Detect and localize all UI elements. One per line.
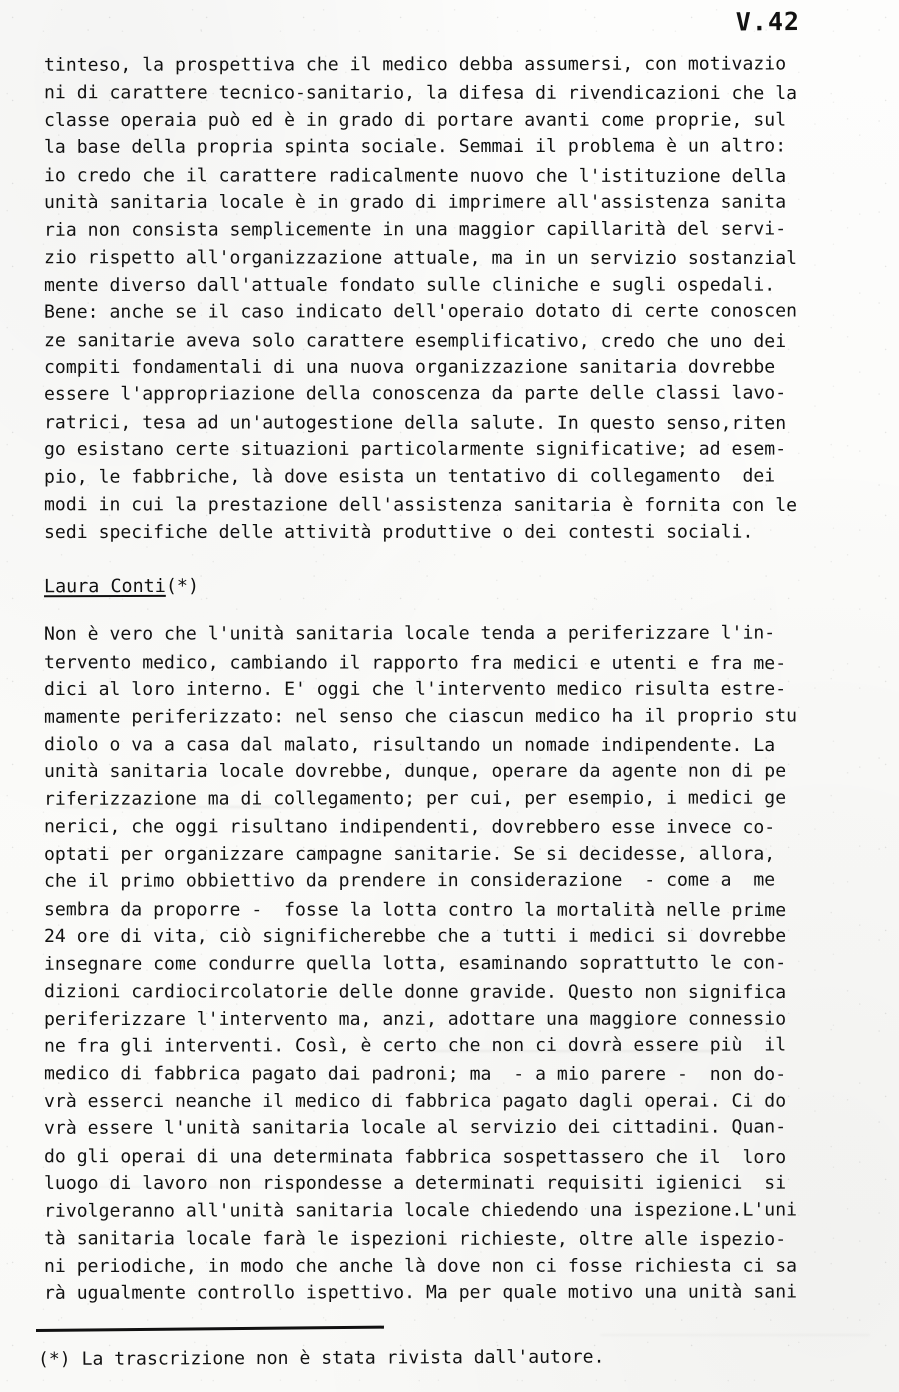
text-line: diolo o va a casa dal malato, risultando un nomade indipendente. La xyxy=(43,734,776,756)
text-line: ne fra gli interventi. Così, è certo che non ci dovrà essere più il xyxy=(43,1034,787,1057)
text-line: dici al loro interno. E' oggi che l'intervento medico risulta estre- xyxy=(43,678,787,701)
text-line: io credo che il carattere radicalmente nuovo che l'istituzione della xyxy=(43,165,787,187)
text-line: mente diverso dall'attuale fondato sulle cliniche e sugli ospedali. xyxy=(43,274,776,296)
scan-smudge xyxy=(600,1334,870,1336)
text-line: luogo di lavoro non rispondesse a determinati requisiti igienici si xyxy=(43,1172,787,1195)
text-line: nerici, che oggi risultano indipendenti, dovrebbero esse invece co- xyxy=(43,816,776,839)
paragraph-laura-conti-speech xyxy=(44,621,865,1307)
text-line: unità sanitaria locale dovrebbe, dunque, operare da agente non di pe xyxy=(43,761,787,783)
text-line: tinteso, la prospettiva che il medico debba assumersi, con motivazio xyxy=(43,53,787,76)
speaker-heading xyxy=(44,571,865,601)
text-line: go esistano certe situazioni particolarmente significative; ad esem- xyxy=(43,438,787,461)
text-line: ze sanitarie aveva solo carattere esemplificativo, credo che uno dei xyxy=(43,329,787,352)
text-line: compiti fondamentali di una nuova organizzazione sanitaria dovrebbe xyxy=(43,356,776,378)
speaker-name: Laura Conti xyxy=(43,576,166,598)
text-line: la base della propria spinta sociale. Semmai il problema è un altro: xyxy=(43,135,787,159)
text-line: zio rispetto all'organizzazione attuale, ma in un servizio sostanzial xyxy=(43,247,798,270)
text-line: vrà esserci neanche il medico di fabbrica pagato dagli operai. Ci do xyxy=(43,1090,787,1112)
text-line: tervento medico, cambiando il rapporto fra medici e utenti e fra me- xyxy=(43,651,787,674)
footnote-separator-rule xyxy=(36,1326,384,1332)
text-line: Bene: anche se il caso indicato dell'operaio dotato di certe conoscen xyxy=(43,300,798,323)
text-line: sedi specifiche delle attività produttive o dei contesti sociali. xyxy=(43,521,754,543)
text-line: do gli operai di una determinata fabbrica sospettassero che il loro xyxy=(43,1146,787,1168)
text-line: ratrici, tesa ad un'autogestione della salute. In questo senso,riten xyxy=(43,412,787,434)
text-line: dizioni cardiocircolatorie delle donne gravide. Questo non significa xyxy=(43,981,787,1004)
text-line: classe operaia può ed è in grado di portare avanti come proprie, sul xyxy=(43,109,787,131)
text-line: ria non consista semplicemente in una maggior capillarità del servi- xyxy=(43,218,787,241)
footnote-text: (*) La trascrizione non è stata rivista dall'autore. xyxy=(37,1346,605,1370)
page-number: V.42 xyxy=(735,6,801,37)
text-line: insegnare come condurre quella lotta, esaminando soprattutto le con- xyxy=(43,952,787,975)
text-line: che il primo obbiettivo da prendere in considerazione - come a me xyxy=(43,869,776,893)
text-line: sembra da proporre - fosse la lotta contro la mortalità nelle prime xyxy=(43,898,787,921)
text-line: riferizzazione ma di collegamento; per cui, per esempio, i medici ge xyxy=(43,787,787,810)
paragraph-spacer xyxy=(44,546,865,572)
text-line: ni di carattere tecnico-sanitario, la difesa di rivendicazioni che la xyxy=(43,82,798,105)
text-line: Non è vero che l'unità sanitaria locale tenda a periferizzare l'in- xyxy=(43,622,776,645)
text-line: vrà essere l'unità sanitaria locale al servizio dei cittadini. Quan- xyxy=(43,1116,787,1140)
speaker-footnote-marker: (*) xyxy=(165,575,200,598)
text-line: pio, le fabbriche, là dove esista un tentativo di collegamento dei xyxy=(43,465,776,488)
text-line: rà ugualmente controllo ispettivo. Ma per quale motivo una unità sani xyxy=(43,1281,798,1304)
text-line: modi in cui la prestazione dell'assistenza sanitaria è fornita con le xyxy=(43,494,798,517)
text-line: optati per organizzare campagne sanitarie. Se si decidesse, allora, xyxy=(43,843,776,865)
heading-spacer xyxy=(44,599,865,621)
text-line: rivolgeranno all'unità sanitaria locale chiedendo una ispezione.L'uni xyxy=(43,1199,798,1222)
text-line: periferizzare l'intervento ma, anzi, adottare una maggiore connessio xyxy=(43,1008,787,1030)
text-line: essere l'appropriazione della conoscenza da parte delle classi lavo- xyxy=(43,382,787,406)
paragraph-continued-speech xyxy=(44,52,865,546)
text-line: mamente periferizzato: nel senso che ciascun medico ha il proprio stu xyxy=(43,705,798,728)
text-line: tà sanitaria locale farà le ispezioni richieste, oltre alle ispezio- xyxy=(43,1228,787,1251)
text-line: 24 ore di vita, ciò significherebbe che a tutti i medici si dovrebbe xyxy=(43,925,787,948)
text-line: ni periodiche, in modo che anche là dove non ci fosse richiesta ci sa xyxy=(43,1255,798,1277)
page-body xyxy=(44,52,865,1307)
text-line: unità sanitaria locale è in grado di imprimere all'assistenza sanita xyxy=(43,191,787,214)
text-line: medico di fabbrica pagato dai padroni; ma - a mio parere - non do- xyxy=(43,1063,787,1086)
